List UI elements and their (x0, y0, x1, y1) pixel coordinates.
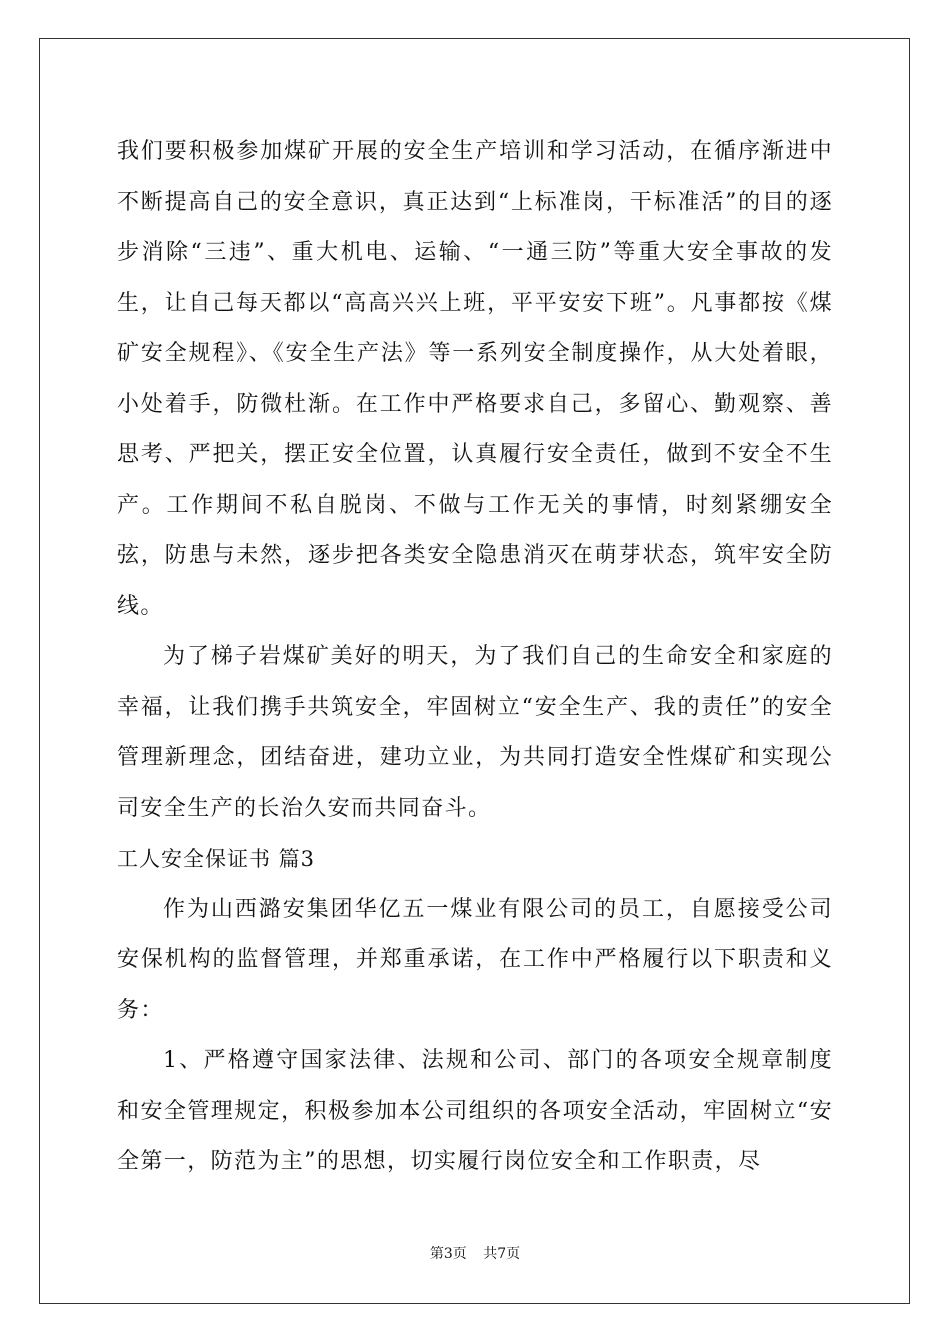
paragraph-future-commitment: 为了梯子岩煤矿美好的明天，为了我们自己的生命安全和家庭的幸福，让我们携手共筑安全，牢固树立“安全生产、我的责任”的安全管理新理念，团结奋进，建功立业，为共同打造安全性煤矿和实现公司安全生产的长治久安而共同奋斗。 (117, 644, 833, 821)
page-total: 共7页 (483, 1246, 521, 1262)
document-body (117, 127, 833, 1188)
page-number: 第3页 (429, 1246, 467, 1262)
section-heading: 工人安全保证书 篇3 (117, 847, 316, 871)
paragraph-employee-pledge: 作为山西潞安集团华亿五一煤业有限公司的员工，自愿接受公司安保机构的监督管理，并郑重承诺，在工作中严格履行以下职责和义务： (117, 896, 833, 1023)
page-footer (0, 1243, 950, 1263)
paragraph-safety-training: 我们要积极参加煤矿开展的安全生产培训和学习活动，在循序渐进中不断提高自己的安全意识，真正达到“上标准岗，干标准活”的目的逐步消除“三违”、重大机电、运输、“一通三防”等重大安全事故的发生，让自己每天都以“高高兴兴上班，平平安安下班”。凡事都按《煤矿安全规程》、《安全生产法》等一系列安全制度操作，从大处着眼，小处着手，防微杜渐。在工作中严格要求自己，多留心、勤观察、善思考、严把关，摆正安全位置，认真履行安全责任，做到不安全不生产。工作期间不私自脱岗、不做与工作无关的事情，时刻紧绷安全弦，防患与未然，逐步把各类安全隐患消灭在萌芽状态，筑牢安全防线。 (117, 139, 833, 619)
paragraph-item-1: 1、严格遵守国家法律、法规和公司、部门的各项安全规章制度和安全管理规定，积极参加本公司组织的各项安全活动，牢固树立“安全第一，防范为主”的思想，切实履行岗位安全和工作职责，尽 (117, 1048, 833, 1174)
